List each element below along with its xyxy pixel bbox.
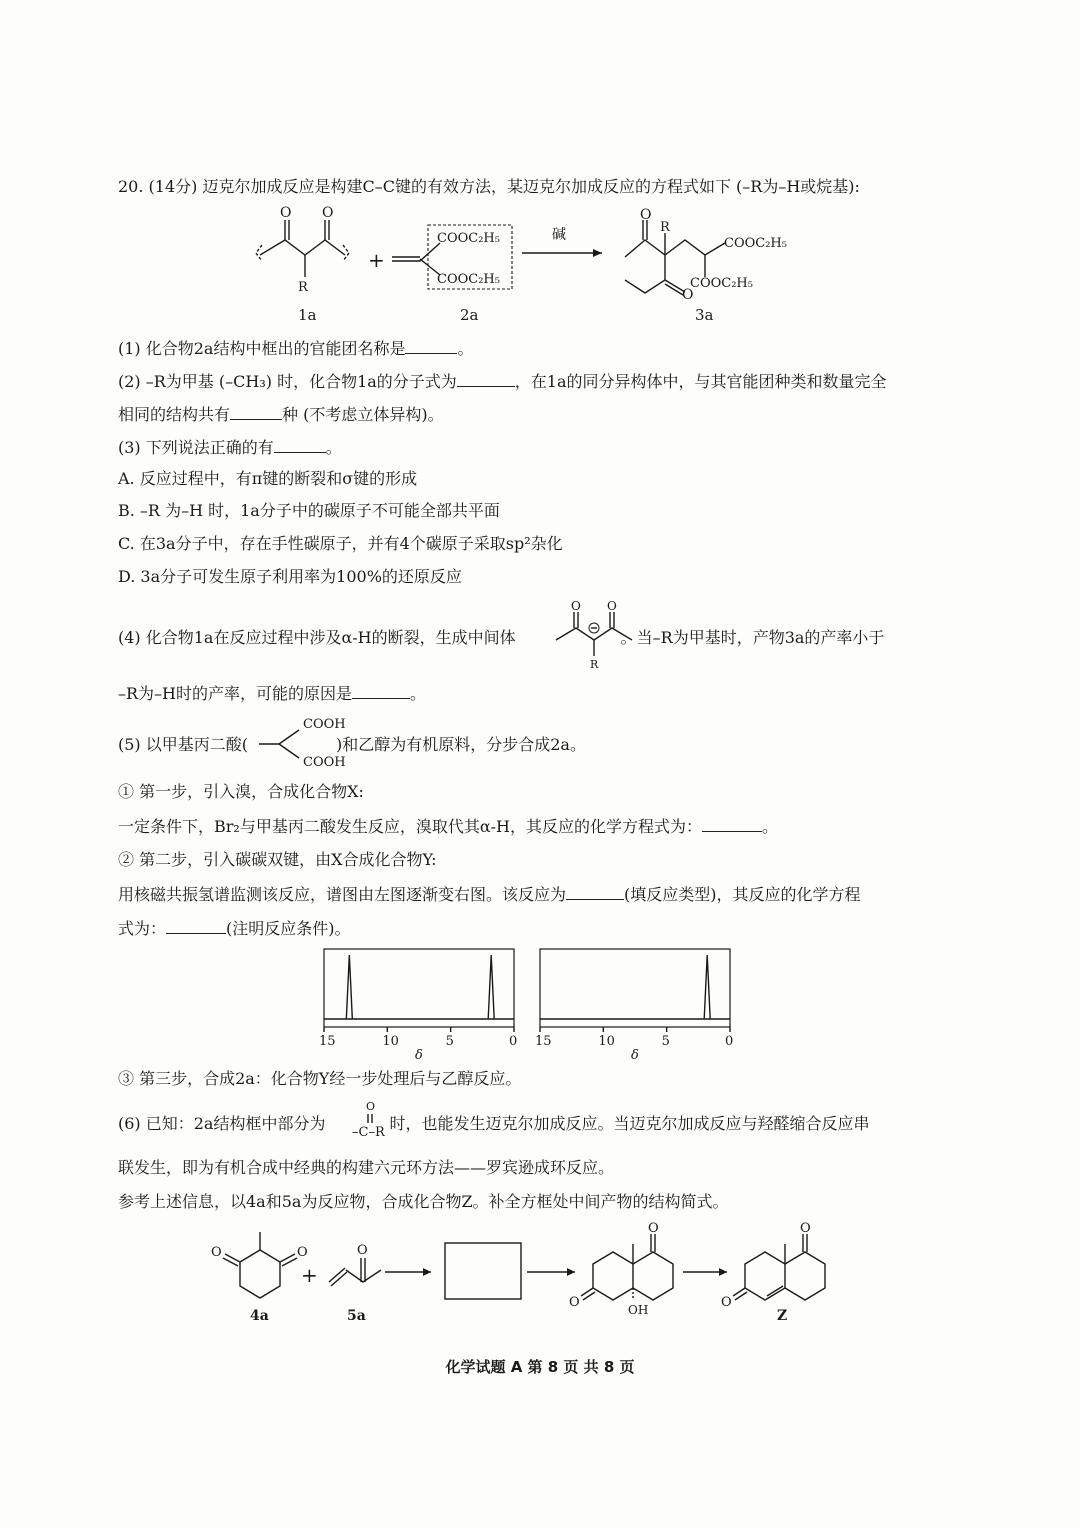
3a-cooet-2: COOC₂H₅	[690, 276, 753, 291]
int-o-right: O	[607, 599, 617, 613]
scheme-robinson	[205, 1222, 845, 1332]
step-3: ③ 第三步，合成2a：化合物Y经一步处理后与乙醇反应。	[118, 1069, 522, 1088]
3a-cooet-1: COOC₂H₅	[724, 236, 787, 251]
label-2a: 2a	[460, 306, 479, 324]
int-r: R	[590, 658, 599, 671]
step-1-desc: 一定条件下，Br₂与甲基丙二酸发生反应，溴取代其α-H，其反应的化学方程式为： 。	[118, 817, 779, 836]
label-1a: 1a	[298, 306, 317, 324]
5a-o: O	[357, 1243, 368, 1258]
compound-4a	[211, 1232, 308, 1324]
part-5: (5) 以甲基丙二酸( )和乙醇为有机原料，分步合成2a。	[118, 735, 586, 754]
part-6-line3: 参考上述信息，以4a和5a为反应物，合成化合物Z。补全方框处中间产物的结构简式。	[118, 1192, 729, 1211]
reagent-base: 碱	[552, 227, 566, 243]
compound-z	[721, 1221, 825, 1324]
2a-cooet-top: COOC₂H₅	[437, 231, 500, 246]
answer-blank-1[interactable]	[405, 337, 457, 354]
4a-o-left: O	[211, 1245, 222, 1260]
methylmalonic-acid	[255, 712, 355, 772]
nmr-left	[319, 947, 522, 1063]
z-o-top: O	[800, 1221, 811, 1236]
int-o-left: O	[571, 599, 581, 613]
page-footer: 化学试题 A 第 8 页 共 8 页	[445, 1358, 635, 1376]
nmr-tick-label: 15	[535, 1034, 552, 1049]
acyl-text: –C–R	[352, 1125, 385, 1140]
cooh-bottom: COOH	[303, 755, 346, 770]
question-header: 20. (14分) 迈克尔加成反应是构建C–C键的有效方法，某迈克尔加成反应的方程式如下 (–R为–H或烷基):	[118, 177, 860, 196]
aldol-o-left: O	[569, 1295, 580, 1310]
acyl-group	[352, 1096, 418, 1144]
cooh-top: COOH	[303, 717, 346, 732]
part-4-line2: –R为–H时的产率，可能的原因是 。	[118, 684, 427, 703]
nmr-tick-label: 5	[445, 1034, 454, 1049]
compound-2a	[392, 225, 512, 324]
3a-o-bottom: O	[682, 287, 694, 303]
part-2-line2: 相同的结构共有 种 (不考虑立体异构)。	[118, 405, 444, 424]
option-a: A. 反应过程中，有π键的断裂和σ键的形成	[118, 469, 418, 488]
answer-blank-3[interactable]	[274, 436, 326, 453]
1a-o-left: O	[280, 205, 292, 221]
answer-blank-2a[interactable]	[457, 370, 515, 387]
part-1: (1) 化合物2a结构中框出的官能团名称是 。	[118, 339, 474, 358]
nmr-right	[535, 947, 738, 1063]
acyl-o: O	[366, 1100, 376, 1113]
nmr-delta-label: δ	[631, 1048, 639, 1063]
label-4a: 4a	[250, 1308, 269, 1324]
answer-blank-5c[interactable]	[166, 917, 226, 934]
label-3a: 3a	[695, 306, 714, 324]
aldol-oh: OH	[628, 1303, 649, 1317]
2a-cooet-bottom: COOC₂H₅	[437, 272, 500, 287]
answer-blank-5a[interactable]	[702, 815, 762, 832]
z-o-left: O	[721, 1295, 732, 1310]
aldol-o-top: O	[648, 1221, 659, 1236]
nmr-tick-label: 0	[509, 1034, 518, 1049]
nmr-tick-label: 5	[661, 1034, 670, 1049]
1a-r: R	[298, 280, 308, 295]
step-2: ② 第二步，引入碳碳双键，由X合成化合物Y:	[118, 850, 437, 869]
plus-2: +	[301, 1263, 318, 1287]
plus-1: +	[368, 248, 385, 272]
answer-box-intermediate[interactable]	[445, 1243, 521, 1299]
part-2-line1: (2) –R为甲基 (–CH₃) 时，化合物1a的分子式为 ，在1a的同分异构体中，与其官能团种类和数量完全	[118, 372, 887, 391]
compound-1a	[256, 205, 349, 324]
3a-o-top: O	[640, 207, 652, 223]
answer-blank-4[interactable]	[352, 682, 410, 699]
option-c: C. 在3a分子中，存在手性碳原子，并有4个碳原子采取sp²杂化	[118, 534, 563, 553]
nmr-tick-label: 0	[725, 1034, 734, 1049]
compound-3a	[625, 207, 787, 324]
1a-o-right: O	[322, 205, 334, 221]
scheme-michael-addition	[240, 205, 840, 330]
nmr-tick-label: 10	[598, 1034, 615, 1049]
part-6-line2: 联发生，即为有机合成中经典的构建六元环方法——罗宾逊成环反应。	[118, 1158, 615, 1177]
3a-r: R	[660, 220, 670, 235]
nmr-tick-label: 15	[319, 1034, 336, 1049]
label-5a: 5a	[347, 1308, 366, 1324]
label-z: Z	[777, 1308, 788, 1324]
part-4-line1: (4) 化合物1a在反应过程中涉及α-H的断裂，生成中间体 。当–R为甲基时，产物3a的产率小于	[118, 628, 885, 647]
step-2-desc-2: 式为： (注明反应条件)。	[118, 919, 351, 938]
aldol-intermediate	[569, 1221, 673, 1317]
part-6-line1: (6) 已知：2a结构框中部分为 时，也能发生迈克尔加成反应。当迈克尔加成反应与羟醛缩合反应串	[118, 1114, 870, 1133]
compound-5a	[329, 1243, 381, 1324]
part-3: (3) 下列说法正确的有 。	[118, 438, 342, 457]
nmr-tick-label: 10	[382, 1034, 399, 1049]
intermediate-carbanion	[548, 600, 648, 670]
nmr-delta-label: δ	[415, 1048, 423, 1063]
reaction-arrow-1	[522, 227, 602, 257]
answer-blank-5b[interactable]	[566, 883, 624, 900]
4a-o-right: O	[297, 1245, 308, 1260]
answer-blank-2b[interactable]	[230, 403, 282, 420]
step-1: ① 第一步，引入溴，合成化合物X:	[118, 782, 364, 801]
option-d: D. 3a分子可发生原子利用率为100%的还原反应	[118, 567, 462, 586]
option-b: B. –R 为–H 时，1a分子中的碳原子不可能全部共平面	[118, 501, 500, 520]
step-2-desc-1: 用核磁共振氢谱监测该反应，谱图由左图逐渐变右图。该反应为 (填反应类型)，其反应的化学方程	[118, 885, 861, 904]
